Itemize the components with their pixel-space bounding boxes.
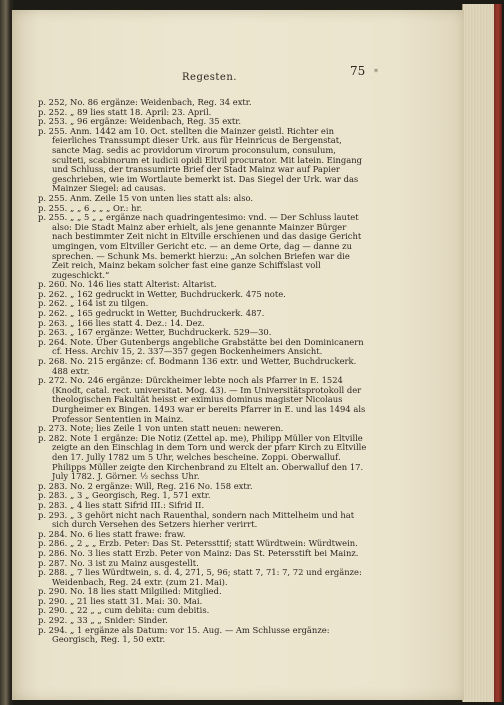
entry-page-ref: p. 263. (38, 317, 68, 328)
entry-text: No. 146 lies statt Alterist: Altarist. (70, 279, 217, 290)
entry-page-ref: p. 292. (38, 615, 68, 626)
errata-entry (38, 357, 368, 376)
entry-page-ref: p. 282. (38, 432, 68, 443)
entry-page-ref: p. 260. (38, 279, 68, 290)
entry-text: „ 33 „ „ Snider: Sinder. (70, 615, 168, 626)
entry-page-ref: p. 252. (38, 106, 68, 117)
errata-entry (38, 568, 368, 587)
entry-page-ref: p. 287. (38, 557, 68, 568)
errata-entry (38, 213, 368, 280)
entry-text: „ 7 lies Würdtwein, s. d. 4, 271, 5, 96; statt 7, 71: 7, 72 und ergänze: Weidenbach, Reg. 24 extr. (zum 21. Mai). (52, 567, 365, 587)
entry-text: Anm. 1442 am 10. Oct. stellten die Mainzer geistl. Richter ein feierliches Transsumpt dieser Urk. aus für Heinricus de Bergenstat, sancte Mag. sedis ac providorum virorum proconsulum, consulum, sculteti, scabinorum et iudicii opidi Eltvil procurator. Mit latein. Eingang und Schluss, der transsumirte Brief der Stadt Mainz war auf Papier geschrieben, wie im Wortlaute bemerkt ist. Das Siegel der Urk. war das Mainzer Siegel: ad causas. (52, 125, 365, 194)
entry-text: No. 2 ergänze: Will, Reg. 216 No. 158 extr. (70, 480, 253, 491)
entry-text: „ „ 6 „ „ „ Or.: hr. (70, 202, 143, 213)
entry-page-ref: p. 286. (38, 547, 68, 558)
entry-page-ref: p. 273. (38, 423, 68, 434)
entry-text: „ 167 ergänze: Wetter, Buchdruckerk. 529—30. (70, 327, 272, 338)
entry-page-ref: p. 268. (38, 356, 68, 367)
entry-page-ref: p. 262. (38, 308, 68, 319)
errata-entry (38, 511, 368, 530)
entry-page-ref: p. 262. (38, 298, 68, 309)
entry-page-ref: p. 294. (38, 624, 68, 635)
entry-page-ref: p. 283. (38, 490, 68, 501)
entry-text: Note 1 ergänze: Die Notiz (Zettel ap. me), Philipp Müller von Eltville zeigte an den Einschlag in dem Torn und werck der pfarr Kirch zu Eltville den 17. Jully 1782 um 5 Uhr, welches bescheine. Zoppi. Oberwalluf. Philipps Müller zeigte den Kirchenbrand zu Eltelt an. Oberwalluf den 17. July 1782. J. Görner. ½ sechss Uhr. (52, 432, 369, 482)
entry-page-ref: p. 264. (38, 336, 68, 347)
entry-page-ref: p. 283. (38, 499, 68, 510)
entry-text: „ 21 lies statt 31. Mai: 30. Mai. (70, 595, 203, 606)
entry-text: Note. Über Gutenbergs angebliche Grabstätte bei den Dominicanern cf. Hess. Archiv 15, 2. 337—357 gegen Bockenheimers Ansicht. (52, 336, 367, 357)
entry-text: Anm. Zeile 15 von unten lies statt als: also. (70, 192, 254, 203)
entry-page-ref: p. 286. (38, 538, 68, 549)
entry-text: No. 18 lies statt Milgilied: Mitglied. (70, 586, 222, 597)
entry-text: „ 4 lies statt Sifrid III.: Sifrid II. (70, 499, 205, 510)
entry-text: „ 22 „ „ cum debita: cum debitis. (70, 605, 210, 616)
corner-mark: * (374, 68, 378, 77)
errata-list (38, 98, 368, 645)
errata-entry (38, 338, 368, 357)
errata-entry (38, 127, 368, 194)
red-book-edge (494, 4, 502, 702)
running-title: Regesten. (182, 72, 237, 83)
entry-page-ref: p. 263. (38, 327, 68, 338)
errata-entry (38, 376, 368, 424)
entry-page-ref: p. 290. (38, 595, 68, 606)
entry-text: „ 1 ergänze als Datum: vor 15. Aug. — Am Schlusse ergänze: Georgisch, Reg. 1, 50 extr. (52, 624, 333, 645)
entry-page-ref: p. 290. (38, 605, 68, 616)
entry-text: No. 6 lies statt frawe: fraw. (70, 528, 186, 539)
entry-page-ref: p. 253. (38, 116, 68, 127)
entry-text: Note; lies Zeile 1 von unten statt neuen: neweren. (70, 423, 284, 434)
entry-page-ref: p. 290. (38, 586, 68, 597)
entry-page-ref: p. 255. (38, 192, 68, 203)
entry-page-ref: p. 272. (38, 375, 68, 386)
entry-page-ref: p. 255. (38, 212, 68, 223)
entry-page-ref: p. 262. (38, 288, 68, 299)
entry-text: No. 246 ergänze: Dürckheimer lebte noch als Pfarrer in E. 1524 (Knodt, catal. rect. universitat. Mog. 43). — Im Universitätsprotokoll der theologischen Fakultät heisst er eximius dominus magister Nicolaus Durgheimer ex Bingen. 1493 war er bereits Pfarrer in E. und las 1494 als Professor Sententien in Mainz. (52, 375, 368, 424)
entry-text: No. 215 ergänze: cf. Bodmann 136 extr. und Wetter, Buchdruckerk. 488 extr. (52, 356, 359, 376)
entry-page-ref: p. 284. (38, 528, 68, 539)
entry-page-ref: p. 293. (38, 509, 68, 520)
page-header (12, 64, 464, 84)
entry-text: „ 96 ergänze: Weidenbach, Reg. 35 extr. (70, 116, 241, 127)
entry-page-ref: p. 255. (38, 125, 68, 136)
entry-text: „ 165 gedruckt in Wetter, Buchdruckerk. 487. (70, 308, 265, 319)
entry-text: „ 162 gedruckt in Wetter, Buchdruckerk. 475 note. (70, 288, 286, 299)
errata-entry (38, 434, 368, 482)
entry-text: No. 3 lies statt Erzb. Peter von Mainz: Das St. Petersstift bei Mainz. (70, 547, 359, 558)
entry-text: „ 166 lies statt 4. Dez.: 14. Dez. (70, 317, 205, 328)
entry-page-ref: p. 288. (38, 567, 68, 578)
page-edges (462, 4, 497, 702)
entry-page-ref: p. 252, (38, 97, 68, 107)
entry-text: „ 3 gehört nicht nach Rauenthal, sondern nach Mittelheim und hat sich durch Versehen des Setzers hierher verirrt. (52, 509, 357, 530)
page-number: 75 (350, 64, 366, 78)
entry-text: No. 86 ergänze: Weidenbach, Reg. 34 extr. (70, 97, 252, 107)
entry-text: „ 164 ist zu tilgen. (70, 298, 149, 309)
entry-page-ref: p. 255. (38, 202, 68, 213)
entry-text: „ 2 „ „ Erzb. Peter: Das St. Peterssttif; statt Würdtwein: Würdtwein. (70, 538, 358, 549)
entry-text: „ 3 „ Georgisch, Reg. 1, 571 extr. (70, 490, 211, 501)
entry-page-ref: p. 283. (38, 480, 68, 491)
errata-entry (38, 626, 368, 645)
entry-text: No. 3 ist zu Mainz ausgestellt. (70, 557, 199, 568)
entry-text: „ „ 5 „ „ ergänze nach quadringentesimo: vnd. — Der Schluss lautet also: Die Stadt Mainz aber erhielt, als jene genannte Mainzer Bürger nach bestimmter Zeit nicht in Eltville erschienen und das dasige Gericht umgingen, vom Eltviller Gericht etc. — an deme Orte, dag — danne zu sprechen. — Schunk Ms. bemerkt hierzu: „An solchen Briefen war die Zeit reich, Mainz bekam solcher fast eine ganze Schiffslast voll zugeschickt.“ (52, 212, 364, 280)
book-page (12, 10, 464, 700)
entry-text: „ 89 lies statt 18. April: 23. April. (70, 106, 212, 117)
